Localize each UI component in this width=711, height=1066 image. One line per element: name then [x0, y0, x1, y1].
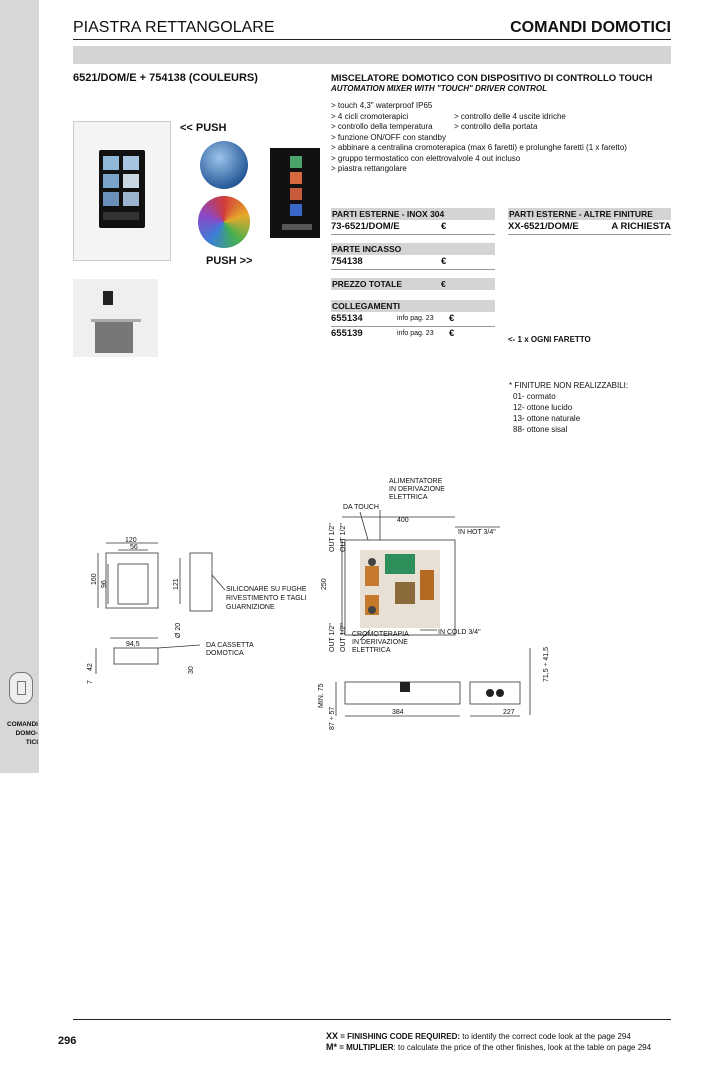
incasso-header: PARTE INCASSO — [331, 243, 495, 255]
collegamenti-header: COLLEGAMENTI — [331, 300, 495, 312]
dim-42: 42 — [87, 663, 94, 671]
xx-desc: to identify the correct code look at the page 294 — [460, 1032, 631, 1041]
inox-code: 73-6521/DOM/E — [331, 221, 400, 232]
plate-screen-outline — [118, 564, 148, 604]
section-title: COMANDI DOMOTICI — [510, 19, 671, 36]
dim-56: 56 — [130, 544, 138, 551]
touch-screen-photo — [270, 148, 320, 238]
siliconare-line3: GUARNIZIONE — [226, 604, 275, 611]
incasso-code: 754138 — [331, 256, 363, 267]
feature-item: > controllo della portata — [454, 122, 538, 131]
product-subtitle: AUTOMATION MIXER WITH "TOUCH" DRIVER CONTROL — [331, 84, 548, 93]
plate-bottom-outline — [114, 648, 158, 664]
euro-symbol: € — [449, 313, 455, 324]
cromoterapia-line1: CROMOTERAPIA — [352, 631, 409, 638]
euro-symbol: € — [449, 328, 455, 339]
feature-item: > funzione ON/OFF con standby — [331, 132, 446, 142]
dim-160: 160 — [91, 573, 98, 585]
other-finishes-table — [508, 208, 671, 235]
mixer-side-outline — [470, 682, 520, 704]
coll1-info: info pag. 23 — [397, 315, 434, 322]
in-cold-label: IN COLD 3/4" — [438, 629, 481, 636]
box-photo — [73, 279, 158, 357]
dim-121: 121 — [173, 578, 180, 590]
m-desc: : to calculate the price of the other finishes, look at the table on page 294 — [393, 1043, 652, 1052]
plate-side-outline — [190, 553, 212, 611]
product-title: MISCELATORE DOMOTICO CON DISPOSITIVO DI CONTROLLO TOUCH — [331, 73, 653, 84]
coll1-code: 655134 — [331, 313, 363, 324]
siliconare-line2: RIVESTIMENTO E TAGLI — [226, 595, 307, 602]
plate-front-outline — [106, 553, 158, 608]
dim-384: 384 — [392, 709, 404, 716]
euro-symbol: € — [441, 256, 447, 267]
feature-item: > controllo delle 4 uscite idriche — [454, 111, 566, 121]
page-title: PIASTRA RETTANGOLARE — [73, 19, 275, 36]
dim-400: 400 — [397, 517, 409, 524]
da-touch-label: DA TOUCH — [343, 504, 379, 511]
footer-divider — [73, 1019, 671, 1020]
finiture-item: 13- ottone naturale — [513, 414, 581, 423]
sidebar-label: COMANDI DOMO- TICI — [6, 721, 38, 746]
finiture-title: * FINITURE NON REALIZZABILI: — [509, 381, 629, 390]
dim-94-5: 94,5 — [126, 641, 140, 648]
finiture-item: 88- ottone sisal — [513, 425, 568, 434]
header-band — [73, 46, 671, 64]
page-number: 296 — [58, 1035, 77, 1047]
inox-table — [331, 208, 495, 341]
dim-87: 87 ÷ 57 — [329, 706, 336, 730]
finiture-item: 12- ottone lucido — [513, 403, 573, 412]
mixer-components — [360, 550, 504, 697]
alimentatore-line1: ALIMENTATORE — [389, 478, 443, 485]
dim-min-75: MIN. 75 — [318, 683, 325, 708]
collegamenti-note: <- 1 x OGNI FARETTO — [508, 335, 591, 344]
out-bottom-2: OUT 1/2" — [340, 623, 347, 652]
dim-96: 96 — [101, 580, 108, 588]
push-right-label: PUSH >> — [206, 255, 253, 267]
feature-item: > abbinare a centralina cromoterapica (max 6 faretti) e prolunghe faretti (1 x faretto) — [331, 143, 627, 152]
total-label: PREZZO TOTALE — [332, 279, 403, 289]
dim-250: 250 — [321, 578, 328, 590]
cromoterapia-line3: ELETTRICA — [352, 647, 391, 654]
in-hot-label: IN HOT 3/4" — [458, 529, 496, 536]
alimentatore-line2: IN DERIVAZIONE — [389, 486, 445, 493]
push-left-label: << PUSH — [180, 122, 227, 134]
siliconare-line1: SILICONARE SU FUGHE — [226, 586, 307, 593]
euro-symbol: € — [441, 221, 447, 232]
header-divider — [73, 39, 671, 40]
dim-diameter-20: Ø 20 — [175, 622, 182, 638]
footer-notes — [326, 1031, 651, 1053]
feature-item: > touch 4,3" waterproof IP65 — [331, 101, 433, 110]
features-list — [331, 101, 671, 175]
finiture-item: 01- cormato — [513, 392, 556, 401]
da-cassetta-line1: DA CASSETTA — [206, 642, 254, 649]
da-cassetta-line2: DOMOTICA — [206, 650, 244, 657]
coll2-code: 655139 — [331, 328, 363, 339]
product-code-title: 6521/DOM/E + 754138 (COULEURS) — [73, 72, 258, 84]
color-push-icon — [198, 196, 250, 248]
touch-panel-photo — [73, 121, 171, 261]
inox-header: PARTI ESTERNE - INOX 304 — [331, 208, 495, 220]
m-text: = MULTIPLIER — [337, 1043, 394, 1052]
water-push-icon — [200, 141, 248, 189]
cromoterapia-line2: IN DERIVAZIONE — [352, 639, 408, 646]
dim-71-5: 71,5 ÷ 41,5 — [543, 647, 550, 682]
alimentatore-line3: ELETTRICA — [389, 494, 428, 501]
other-code: XX-6521/DOM/E — [508, 221, 579, 232]
out-bottom-1: OUT 1/2" — [329, 623, 336, 652]
feature-item: > controllo della temperatura — [331, 122, 433, 131]
xx-text: = FINISHING CODE REQUIRED: — [338, 1032, 461, 1041]
other-price: A RICHIESTA — [611, 221, 671, 232]
out-top-1: OUT 1/2" — [329, 523, 336, 552]
dim-120: 120 — [125, 537, 137, 544]
feature-item: > 4 cicli cromoterapici — [331, 111, 409, 121]
euro-symbol: € — [441, 279, 446, 289]
m-label: M* — [326, 1042, 337, 1052]
xx-label: XX — [326, 1031, 339, 1041]
feature-item: > gruppo termostatico con elettrovalvole 4 out incluso — [331, 153, 521, 163]
dim-30: 30 — [188, 666, 195, 674]
technical-drawings — [0, 470, 711, 730]
feature-item: > piastra rettangolare — [331, 164, 407, 173]
coll2-info: info pag. 23 — [397, 330, 434, 337]
other-header: PARTI ESTERNE - ALTRE FINITURE — [508, 208, 671, 220]
finiture-note — [509, 380, 628, 435]
dim-7: 7 — [87, 680, 94, 684]
dim-227: 227 — [503, 709, 515, 716]
out-top-2: OUT 1/2" — [340, 523, 347, 552]
